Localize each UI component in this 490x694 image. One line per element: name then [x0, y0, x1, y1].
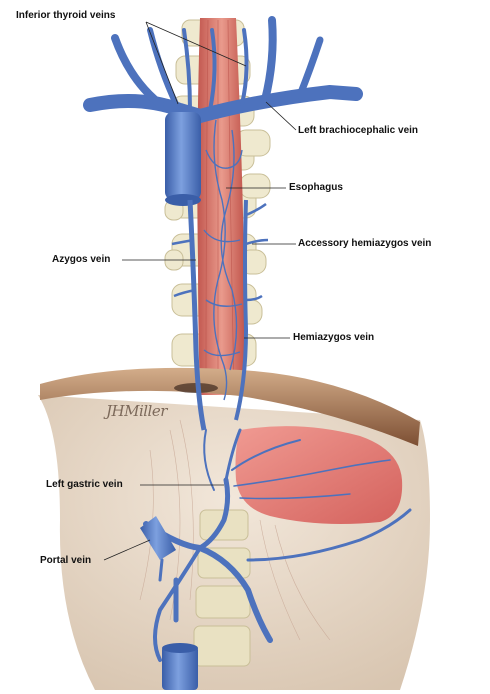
label-portal-vein: Portal vein [40, 555, 92, 566]
label-hemiazygos-vein: Hemiazygos vein [293, 332, 375, 343]
label-azygos-vein: Azygos vein [52, 254, 111, 265]
label-left-brachiocephalic-vein: Left brachiocephalic vein [298, 125, 419, 136]
label-esophagus: Esophagus [289, 182, 343, 193]
label-accessory-hemiazygos-vein: Accessory hemiazygos vein [298, 238, 432, 249]
label-inferior-thyroid-veins: Inferior thyroid veins [16, 10, 116, 21]
superior-vena-cava [165, 112, 201, 200]
artist-signature: JHMiller [106, 402, 167, 420]
lumbar-vertebrae [194, 510, 250, 666]
label-left-gastric-vein: Left gastric vein [46, 479, 123, 490]
